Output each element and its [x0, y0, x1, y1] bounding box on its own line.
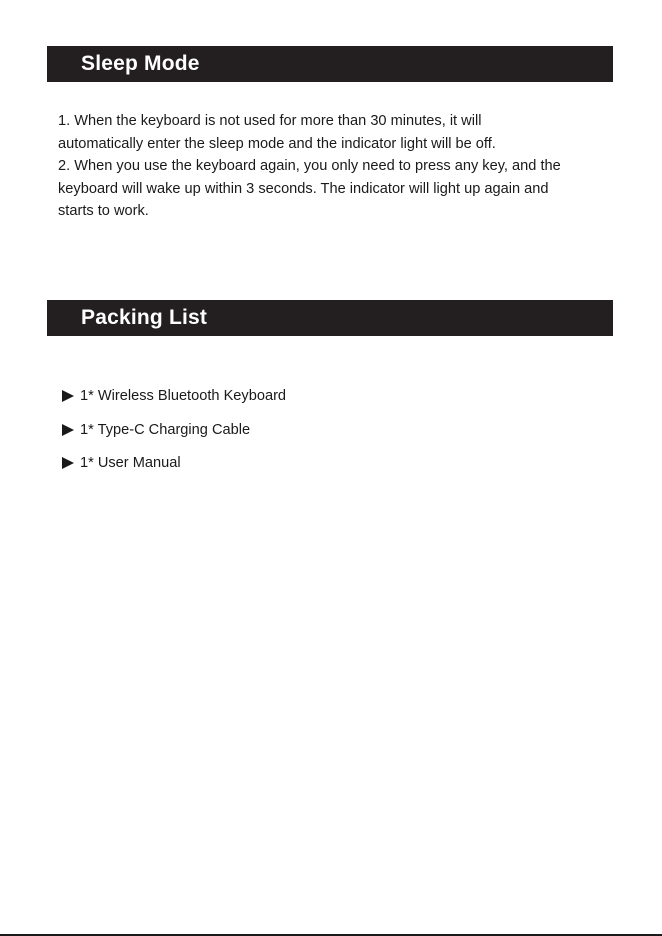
sleep-mode-line: starts to work. [58, 203, 149, 219]
list-item [62, 385, 286, 407]
right-triangle-arrow-icon [62, 390, 74, 402]
sleep-mode-line: 1. When the keyboard is not used for more than 30 minutes, it will [58, 113, 482, 129]
sleep-mode-description [58, 110, 618, 223]
packing-list-heading: Packing List [81, 306, 208, 329]
packing-list [62, 385, 286, 486]
sleep-mode-line: automatically enter the sleep mode and the indicator light will be off. [58, 135, 496, 152]
right-triangle-arrow-icon [62, 424, 74, 436]
sleep-mode-heading: Sleep Mode [81, 52, 200, 75]
sleep-mode-line: 2. When you use the keyboard again, you only need to press any key, and the [58, 158, 561, 174]
sleep-mode-heading-bar [47, 46, 613, 82]
sleep-mode-line: keyboard will wake up within 3 seconds. The indicator will light up again and [58, 180, 549, 197]
packing-item-label: 1* User Manual [80, 455, 181, 471]
list-item [62, 452, 286, 474]
packing-item-label: 1* Wireless Bluetooth Keyboard [80, 388, 287, 404]
list-item [62, 419, 286, 441]
right-triangle-arrow-icon [62, 457, 74, 469]
packing-item-label: 1* Type-C Charging Cable [80, 421, 251, 438]
packing-list-heading-bar [47, 300, 613, 336]
